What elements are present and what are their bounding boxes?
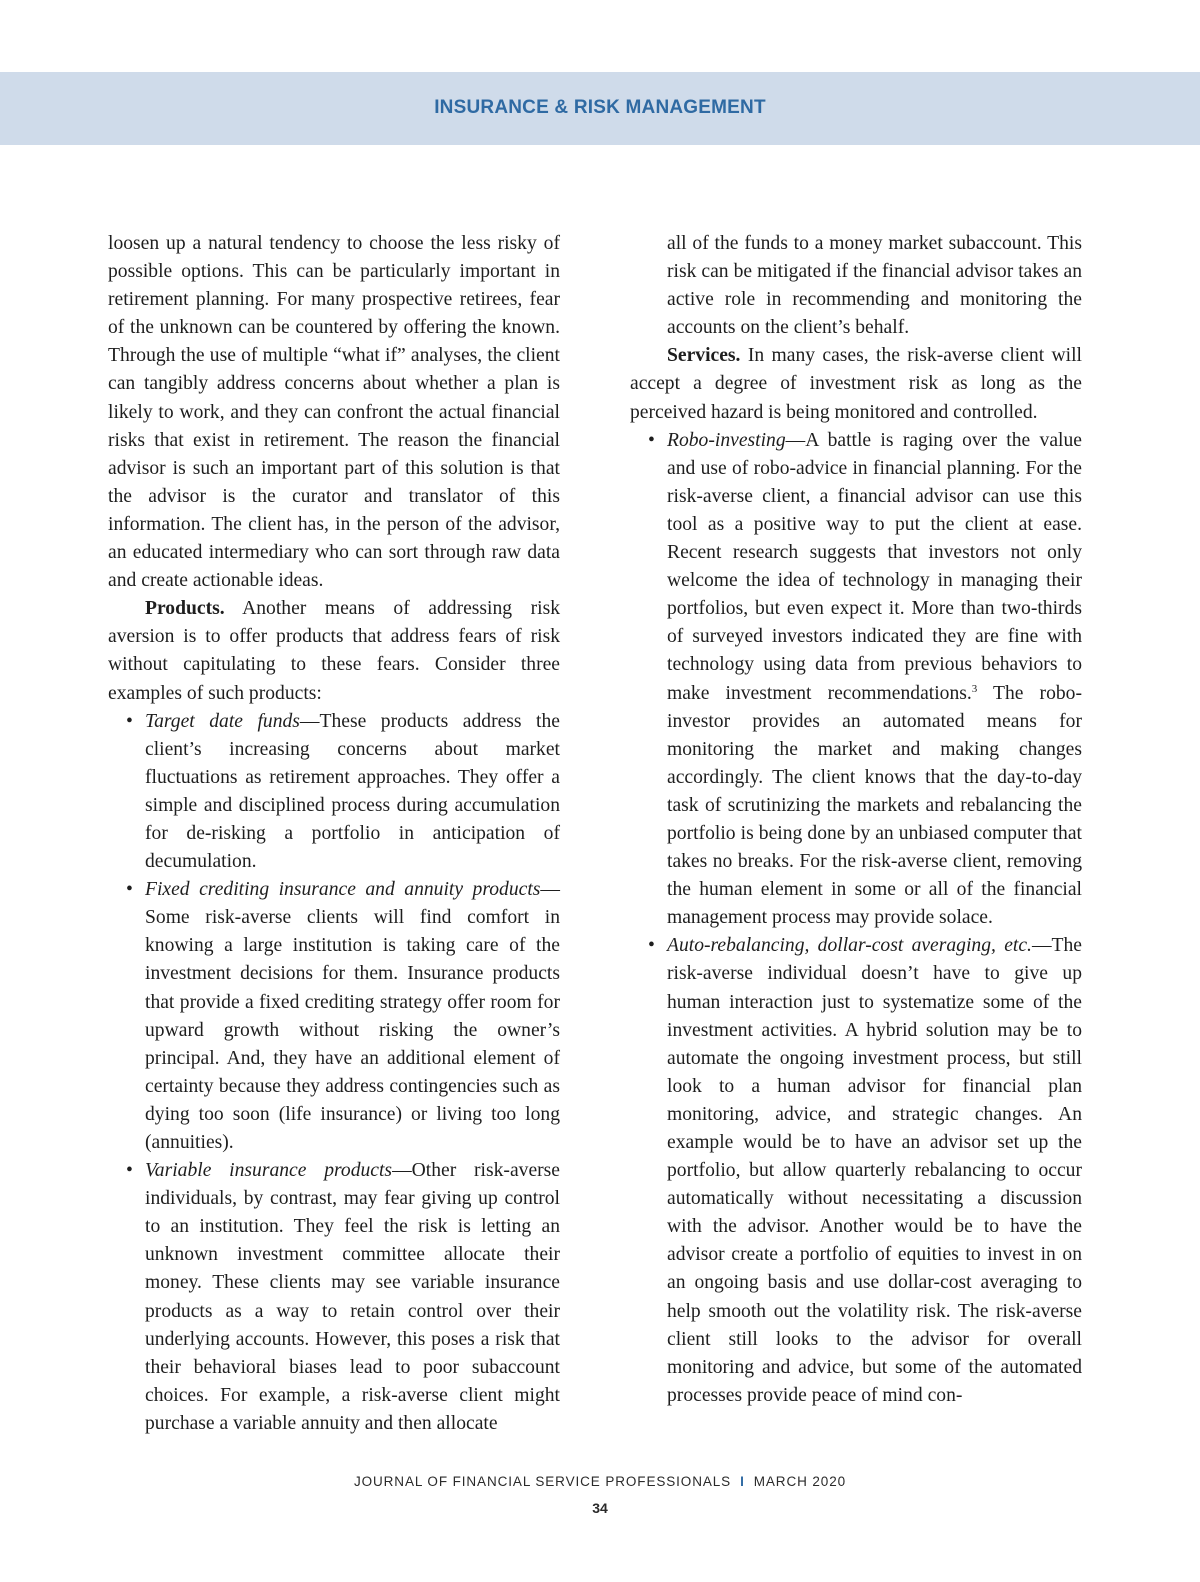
product-list xyxy=(108,708,560,1438)
services-heading: Services. xyxy=(667,345,741,367)
right-column xyxy=(630,230,1082,1410)
list-item-term: Robo-investing xyxy=(667,429,786,451)
bullet-icon: • xyxy=(126,710,133,732)
list-item xyxy=(108,876,560,1157)
list-item xyxy=(108,708,560,877)
list-item-term: Auto-rebalancing, dollar-cost averaging, etc. xyxy=(667,935,1032,957)
list-item-text: — Some risk-averse clients will find comfort in knowing a large institution is taking care of the investment decisions for them. Insurance products that provide a fixed crediting strategy offer room for upward growth without risking the owner’s principal. And, they have an additional element of certainty because they address contingencies such as dying too soon (life insurance) or living too long (annuities). xyxy=(145,879,560,1153)
paragraph-services xyxy=(630,342,1082,426)
service-list xyxy=(630,427,1082,1410)
bullet-icon: • xyxy=(648,935,655,957)
footnote-marker: 3 xyxy=(971,682,978,695)
list-item-term: Fixed crediting insurance and annuity products xyxy=(145,879,541,901)
services-text: In many cases, the risk-averse client will accept a degree of investment risk as long as the perceived hazard is being monitored and controlled. xyxy=(630,345,1082,423)
bullet-icon: • xyxy=(648,429,655,451)
bullet-icon: • xyxy=(126,1160,133,1182)
list-item-text: —Other risk-averse individuals, by contrast, may fear giving up control to an institution. They feel the risk is letting an unknown investment committee allocate their money. These clients may see variable insurance products as a way to retain control over their underlying accounts. However, this poses a risk that their behavioral biases lead to poor subaccount choices. For example, a risk-averse client might purchase a variable annuity and then allocate xyxy=(145,1160,560,1434)
list-item xyxy=(630,932,1082,1410)
products-text: Another means of addressing risk aversion is to offer products that address fears of risk without capitulating to these fears. Consider three examples of such products: xyxy=(108,598,560,704)
paragraph-products xyxy=(108,595,560,707)
list-item-text: —A battle is raging over the value and use of robo-advice in financial planning. For the risk-averse client, a financial advisor can use this tool as a positive way to put the client at ease. Recent research suggests that investors not only welcome the idea of technology in managing their portfolios, but even expect it. More than two-thirds of surveyed investors indicated they are fine with technology using data from previous behaviors to make investment recommendations. xyxy=(667,429,1082,704)
list-item xyxy=(108,1157,560,1438)
bullet-icon: • xyxy=(126,879,133,901)
products-heading: Products. xyxy=(145,598,225,620)
list-item xyxy=(630,427,1082,933)
paragraph-continuation: all of the funds to a money market subaccount. This risk can be mitigated if the financial advisor takes an active role in recommending and monitoring the accounts on the client’s behalf. xyxy=(667,233,1082,339)
page-number: 34 xyxy=(592,1500,608,1516)
list-item-term: Target date funds xyxy=(145,710,300,732)
footer-separator: I xyxy=(740,1474,745,1489)
list-item-text: The robo-investor provides an automated means for monitoring the market and making changes accordingly. The client knows that the day-to-day task of scrutinizing the markets and rebalancing the portfolio is being done by an unbiased computer that takes no breaks. For the risk-averse client, removing the human element in some or all of the financial management process may provide solace. xyxy=(667,682,1082,929)
paragraph: loosen up a natural tendency to choose the less risky of possible options. This can be particularly important in retirement planning. For many prospective retirees, fear of the unknown can be countered by offering the known. Through the use of multiple “what if” analyses, the client can tangibly address concerns about whether a plan is likely to work, and they can confront the actual financial risks that exist in retirement. The reason the financial advisor is such an important part of this solution is that the advisor is the curator and translator of this information. The client has, in the person of the advisor, an educated intermediary who can sort through raw data and create actionable ideas. xyxy=(108,233,560,592)
journal-name: JOURNAL OF FINANCIAL SERVICE PROFESSIONALS xyxy=(353,1474,732,1489)
list-item-term: Variable insurance products xyxy=(145,1160,393,1182)
issue-date: MARCH 2020 xyxy=(753,1474,847,1489)
left-column xyxy=(108,230,560,1438)
list-item-text: —The risk-averse individual doesn’t have to give up human interaction just to systematize some of the investment activities. A hybrid solution may be to automate the ongoing investment process, but still look to a human advisor for financial plan monitoring, advice, and strategic changes. An example would be to have an advisor set up the portfolio, but allow quarterly rebalancing to occur automatically without necessitating a discussion with the advisor. Another would be to have the advisor create a portfolio of equities to invest in on an ongoing basis and use dollar-cost averaging to help smooth out the volatility risk. The risk-averse client still looks to the advisor for overall monitoring and advice, but some of the automated processes provide peace of mind con- xyxy=(667,935,1082,1406)
list-item-text: —These products address the client’s increasing concerns about market fluctuations as retirement approaches. They offer a simple and disciplined process during accumulation for de-risking a portfolio in anticipation of decumulation. xyxy=(145,710,560,873)
footer xyxy=(0,1474,1200,1489)
section-title: INSURANCE & RISK MANAGEMENT xyxy=(434,97,766,118)
